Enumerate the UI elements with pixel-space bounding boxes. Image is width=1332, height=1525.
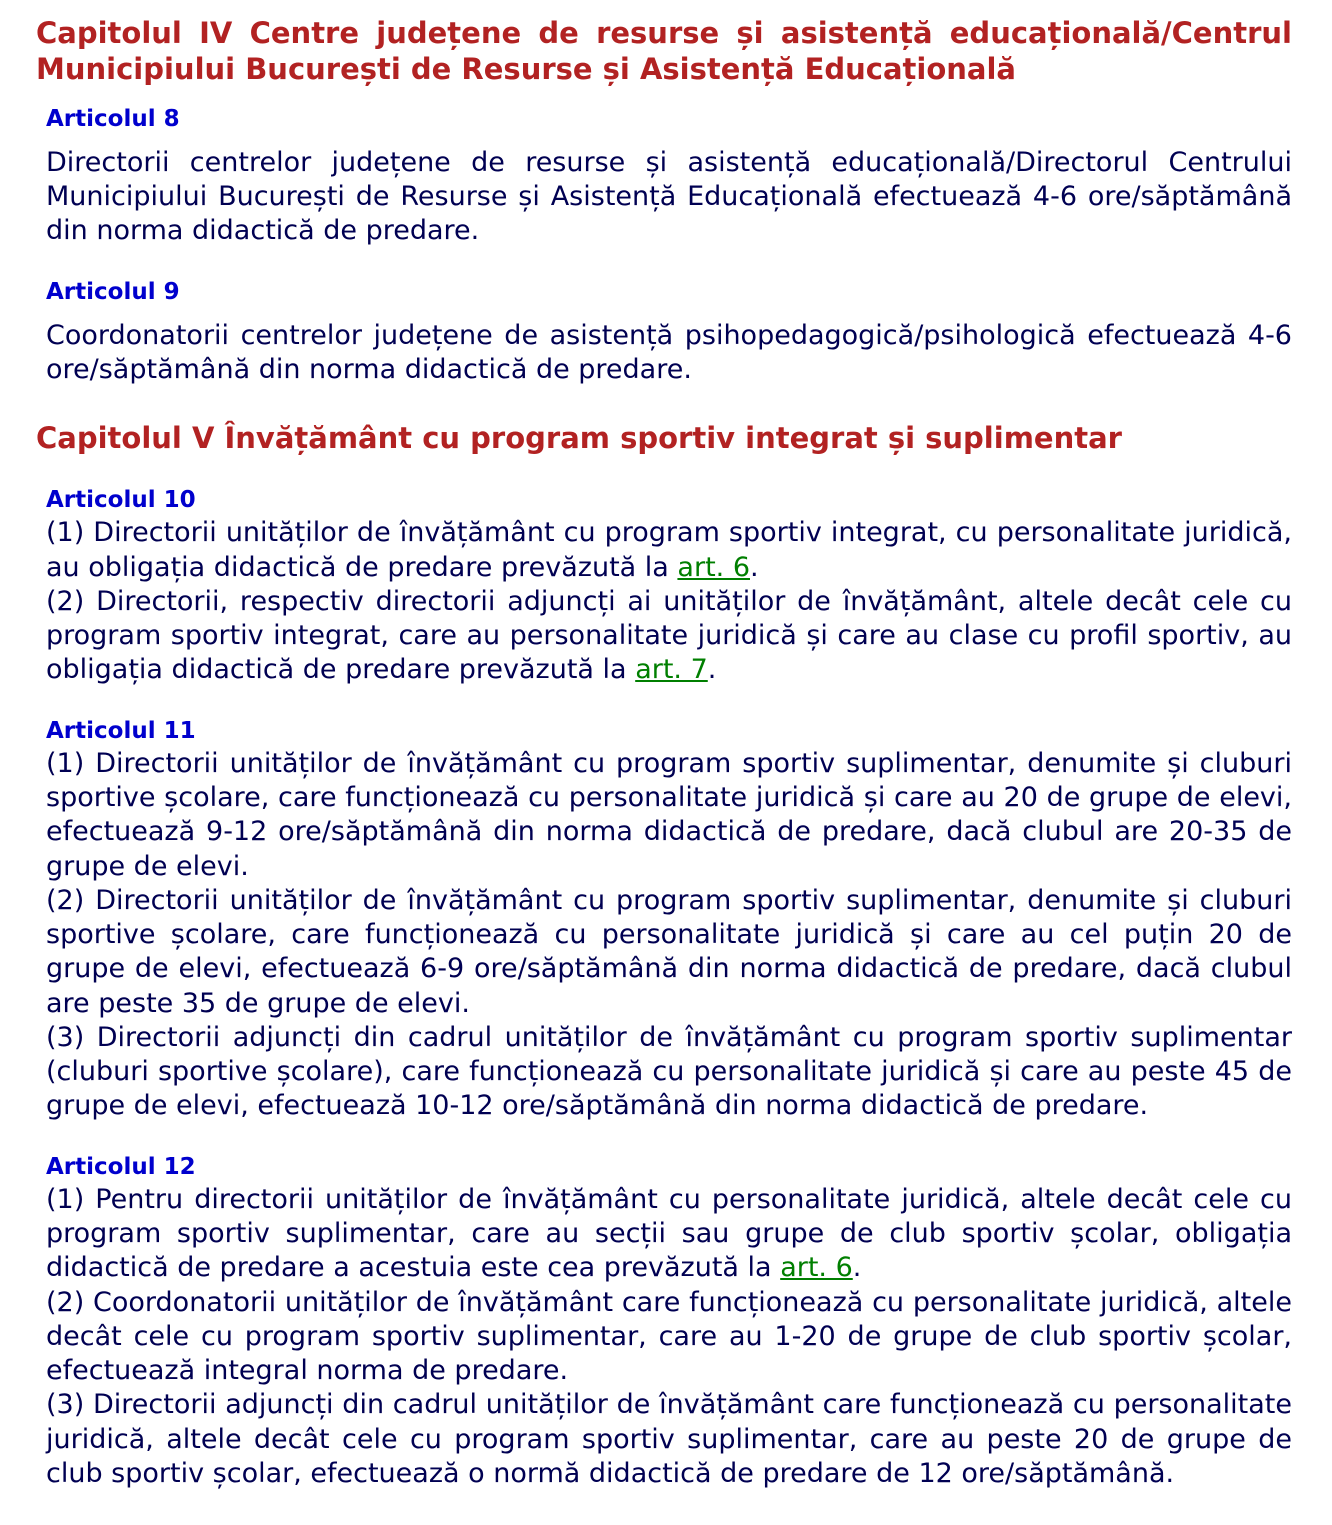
article-9-paragraph: Coordonatorii centrelor județene de asistență psihopedagogică/psihologică efectuează 4-6 ore/săptămână din norma didactică de predare.: [46, 319, 1292, 386]
article-8-heading: Articolul 8: [46, 105, 180, 132]
article-12-paragraph-3: (3) Directorii adjuncți din cadrul unităților de învățământ care funcționează cu personalitate juridică, altele decât cele cu program sportiv suplimentar, care au peste 20 de grupe de club sportiv școlar, efectuează o normă didactică de predare de 12 ore/săptămână.: [46, 1389, 1292, 1490]
article-11-paragraph-1: (1) Directorii unităților de învățământ cu program sportiv suplimentar, denumite și cluburi sportive școlare, care funcționează cu personalitate juridică și care au 20 de grupe de elevi, efectuează 9-12 ore/săptămână din norma didactică de predare, dacă clubul are 20-35 de grupe de elevi.: [46, 747, 1292, 882]
article-9-heading: Articolul 9: [46, 278, 180, 305]
paragraph-text: .: [707, 654, 717, 686]
article-8-paragraph: Directorii centrelor județene de resurse și asistență educațională/Directorul Centrului Municipiului București de Resurse și Asistență Educațională efectuează 4-6 ore/săptămână din norma didactică de predare.: [46, 146, 1292, 247]
article-10-paragraph-2: [46, 585, 1292, 688]
article-10-paragraph-1: [46, 516, 1292, 585]
chapter-5-heading: Capitolul V Învățământ cu program sportiv integrat și suplimentar: [36, 421, 1122, 456]
paragraph-text: .: [750, 551, 759, 583]
article-12-paragraph-2: (2) Coordonatorii unităților de învățământ care funcționează cu personalitate juridică, altele decât cele cu program sportiv suplimentar, care au 1-20 de grupe de club sportiv școlar, efectuează integral norma de predare.: [46, 1286, 1292, 1387]
paragraph-text: (1) Pentru directorii unităților de învățământ cu personalitate juridică, altele decât cele cu program sportiv suplimentar, care au secții sau grupe de club sportiv școlar, obligația didactică de predare a acestuia este cea prevăzută la: [46, 1183, 1292, 1284]
article-12-heading: Articolul 12: [46, 1153, 196, 1180]
chapter-4-heading: Capitolul IV Centre județene de resurse și asistență educațională/Centrul Municipiului București de Resurse și Asistență Educațională: [36, 16, 1292, 86]
article-10-heading: Articolul 10: [46, 487, 196, 514]
paragraph-text: (1) Directorii unităților de învățământ cu program sportiv integrat, cu personalitate juridică, au obligația didactică de predare prevăzută la: [46, 517, 1292, 583]
article-11-paragraph-3: (3) Directorii adjuncți din cadrul unităților de învățământ cu program sportiv suplimentar (cluburi sportive școlare), care funcționează cu personalitate juridică și care au peste 45 de grupe de elevi, efectuează 10-12 ore/săptămână din norma didactică de predare.: [46, 1021, 1292, 1122]
art-6-link[interactable]: art. 6: [677, 551, 750, 583]
art-6-link-2[interactable]: art. 6: [780, 1252, 853, 1284]
article-11-paragraph-2: (2) Directorii unităților de învățământ cu program sportiv suplimentar, denumite și cluburi sportive școlare, care funcționează cu personalitate juridică și care au cel puțin 20 de grupe de elevi, efectuează 6-9 ore/săptămână din norma didactică de predare, dacă clubul are peste 35 de grupe de elevi.: [46, 884, 1292, 1019]
paragraph-text: .: [852, 1252, 862, 1284]
paragraph-text: (2) Directorii, respectiv directorii adjuncți ai unităților de învățământ, altele decât cele cu program sportiv integrat, care au personalitate juridică și care au clase cu profil sportiv, au obligația didactică de predare prevăzută la: [46, 585, 1292, 686]
article-12-paragraph-1: [46, 1183, 1292, 1286]
art-7-link[interactable]: art. 7: [635, 654, 708, 686]
article-11-heading: Articolul 11: [46, 717, 196, 744]
